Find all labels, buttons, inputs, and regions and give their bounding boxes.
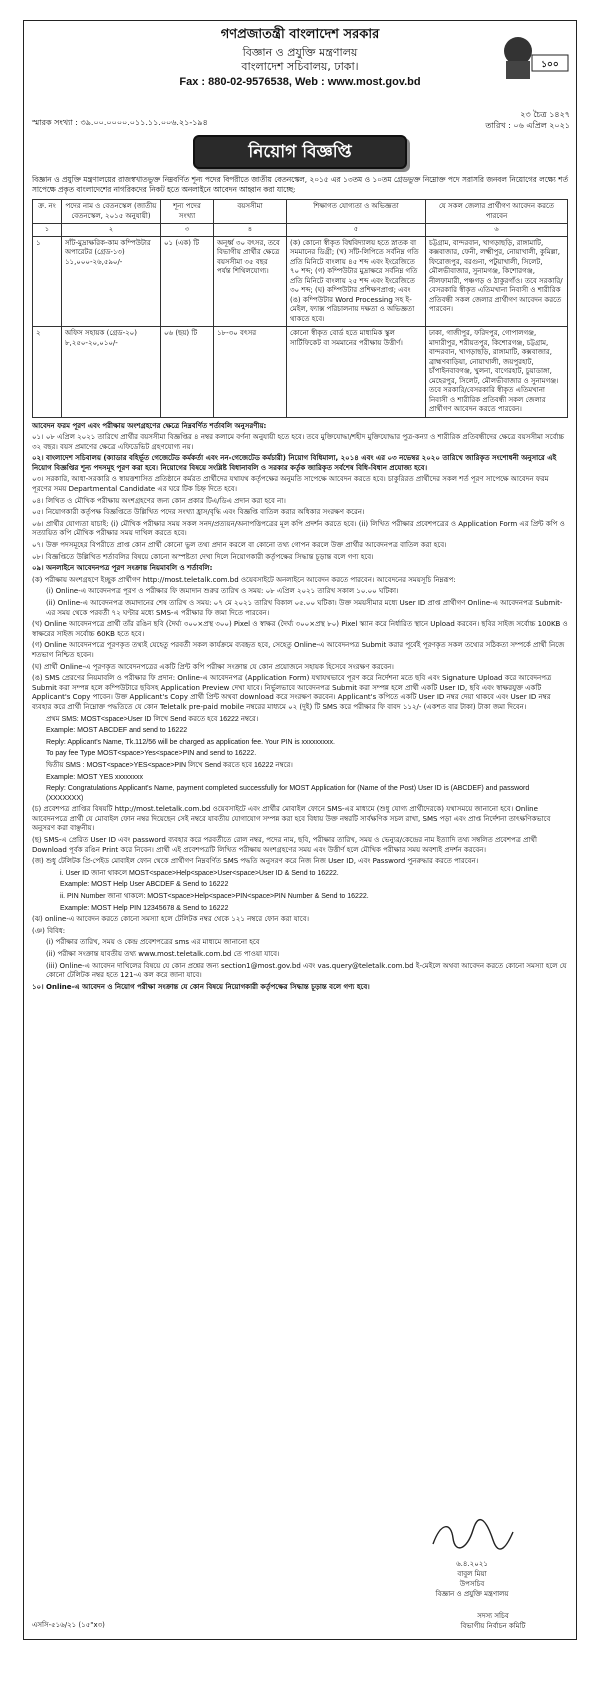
index-cell: ৩ bbox=[161, 224, 214, 237]
final-clause: ১০। Online-এ আবেদন ও নিয়োগ পরীক্ষা সংক্রান্ত যে কোন বিষয়ে নিয়োগকারী কর্তৃপক্ষের সিদ্ধান্ত চূড়ান্ত বলে গণ্য হবে। bbox=[32, 982, 370, 991]
online-item: (i) Online-এ আবেদনপত্র পূরণ ও পরীক্ষার ফি জমাদান শুরুর তারিখ ও সময়: ০৮ এপ্রিল ২০২১ তারিখ সকাল ১০.০০ ঘটিকা। bbox=[46, 587, 399, 596]
row-post: অফিস সহায়ক (গ্রেড-২০) ৮,২৫০-২০,০১০/- bbox=[62, 327, 161, 418]
table-index-row bbox=[33, 224, 568, 237]
committee-stamp bbox=[418, 1611, 568, 1631]
sms-line: Reply: Applicant's Name, Tk.112/56 will be charged as application fee. Your PIN is xxxxxxxxx. bbox=[46, 738, 335, 746]
table-row bbox=[33, 327, 568, 418]
signatory-title: উপসচিব bbox=[459, 1580, 485, 1588]
recovery-line: ii. PIN Number জানা থাকলে: MOST<space>Help<space>PIN<space>PIN Number & Send to 16222. bbox=[60, 893, 369, 901]
signature-date: ৬.৪.২০২১ bbox=[456, 1560, 488, 1568]
contact-line: Fax : 880-02-9576538, Web : www.most.gov.bd bbox=[179, 76, 421, 88]
online-item: (ক) পরীক্ষায় অংশগ্রহণে ইচ্ছুক প্রার্থীগণ http://most.teletalk.com.bd ওয়েবসাইটে অনলাইনে আবেদন করতে পারবেন। আবেদনের সময়সূচি নিম্নরূপ: bbox=[32, 575, 456, 584]
office-address: বাংলাদেশ সচিবালয়, ঢাকা। bbox=[241, 60, 359, 73]
online-title: ০৯। অনলাইনে আবেদনপত্র পূরণ সংক্রান্ত নিয়মাবলি ও শর্তাবলি: bbox=[32, 564, 213, 573]
letterhead bbox=[24, 21, 576, 109]
table-header-row bbox=[33, 200, 568, 224]
signature-scrawl bbox=[427, 1516, 517, 1556]
online-item: (খ) Online আবেদনপত্রে প্রার্থী তাঁর রঙিন ছবি (দৈর্ঘ্য ৩০০×প্রস্থ ৩০০) Pixel ও স্বাক্ষর (দৈর্ঘ্য ৩০০×প্রস্থ ৮০) Pixel স্ক্যান করে নির্ধারিত স্থানে Upload করবেন। ছবির সাইজ সর্বোচ্চ 100KB ও স্বাক্ষরের সাইজ সর্বোচ্চ 60KB হতে হবে। bbox=[32, 620, 568, 638]
online-item: (ঝ) online-এ আবেদন করতে কোনো সমস্যা হলে টেলিটক নম্বর থেকে ১২১ নম্বরে ফোন করা যাবে। bbox=[32, 915, 309, 924]
signature-block bbox=[392, 1516, 552, 1599]
sms-line: Example: MOST ABCDEF and send to 16222 bbox=[46, 727, 188, 735]
condition-item: ০২। বাংলাদেশ সচিবালয় (ক্যাডার বহির্ভূত গেজেটেড কর্মকর্তা এবং নন-গেজেটেড কর্মচারী) নিয়োগ বিধিমালা, ২০১৪ এবং এর ০৩ নভেম্বর ২০২০ তারিখে জারিকৃত সংশোধনী অনুসারে এই নিয়োগ বিজ্ঞপ্তির শূন্য পদসমূহ পূরণ করা হবে। নিয়োগের বিষয়ে সংশ্লিষ্ট বিধানাবলি ও সরকার কর্তৃক জারিকৃত সর্বশেষ বিধি-বিধান প্রযোজ্য হবে। bbox=[32, 454, 557, 472]
row-serial: ১ bbox=[33, 236, 62, 327]
row-districts: চট্টগ্রাম, বান্দরবান, খাগড়াছড়ি, রাঙ্গামাটি, কক্সবাজার, ফেনী, লক্ষ্মীপুর, নোয়াখালী, কুমিল্লা, ফিরোজপুর, বরগুনা, পটুয়াখালী, সিলেট, মৌলভীবাজার, সুনামগঞ্জ, কিশোরগঞ্জ, নীলফামারী, পঞ্চগড় ও ঠাকুরগাঁও। তবে সরকারি/বেসরকারি স্বীকৃত এতিমখানা নিবাসী ও শারীরিক প্রতিবন্ধী সকল জেলার প্রার্থীগণ আবেদন করতে পারবেন। bbox=[426, 236, 568, 327]
date-bangla: ২৩ চৈত্র ১৪২৭ bbox=[520, 110, 570, 119]
condition-item: ০৫। নিয়োগকারী কর্তৃপক্ষ বিজ্ঞপ্তিতে উল্লিখিত পদের সংখ্যা হ্রাস/বৃদ্ধি এবং বিজ্ঞপ্তি বাতিল করার অধিকার সংরক্ষণ করেন। bbox=[32, 508, 365, 517]
row-count: ০৬ (ছয়) টি bbox=[161, 327, 214, 418]
notice-title: নিয়োগ বিজ্ঞপ্তি bbox=[193, 135, 407, 169]
index-cell: ৬ bbox=[426, 224, 568, 237]
stamp-line-1: সদস্য সচিব bbox=[477, 1612, 509, 1620]
misc-line: (i) পরীক্ষার তারিখ, সময় ও কেন্দ্র প্রবেশপত্রের sms এর মাধ্যমে জানানো হবে bbox=[46, 938, 260, 947]
col-age: বয়সসীমা bbox=[214, 200, 287, 224]
online-item: (জ) শুধু টেলিটক প্রি-পেইড মোবাইল ফোন থেকে প্রার্থীগণ নিম্নবর্ণিত SMS পদ্ধতি অনুসরণ করে নিজ নিজ User ID, এবং Password পুনরুদ্ধার করতে পারবেন। bbox=[32, 857, 479, 866]
col-serial: ক্র. নং bbox=[33, 200, 62, 224]
row-qualification: (ক) কোনো স্বীকৃত বিশ্ববিদ্যালয় হতে স্নাতক বা সমমানের ডিগ্রী; (খ) সাঁট-লিপিতে সর্বনিম্ন গতি প্রতি মিনিটে বাংলায় ৪৫ শব্দ এবং ইংরেজিতে ৭০ শব্দ; (গ) কম্পিউটার মুদ্রাক্ষরে সর্বনিম্ন গতি প্রতি মিনিটে বাংলায় ২৫ শব্দ এবং ইংরেজিতে ৩০ শব্দ; (ঘ) কম্পিউটার প্রশিক্ষণপ্রাপ্ত; এবং (ঙ) কম্পিউটার Word Processing সহ ই-মেইল, ফ্যাক্স পরিচালনায় দক্ষতা ও অভিজ্ঞতা থাকতে হবে। bbox=[287, 236, 426, 327]
condition-item: ০৬। প্রার্থীর যোগ্যতা যাচাই: (i) মৌখিক পরীক্ষার সময় সকল সনদ/প্রত্যয়ন/অনাপত্তিপত্রের মূল কপি প্রদর্শন করতে হবে। (ii) লিখিত পরীক্ষার প্রবেশপত্রের ও Application Form এর প্রিন্ট কপি ও সত্যায়িত কপি মৌখিক পরীক্ষার সময় দাখিল করতে হবে। bbox=[32, 519, 565, 538]
condition-item: ০১। ০৮ এপ্রিল ২০২১ তারিখে প্রার্থীর বয়সসীমা বিজ্ঞপ্তির ৪ নম্বর কলামে বর্ণনা অনুযায়ী হতে হবে। তবে মুক্তিযোদ্ধা/শহীদ মুক্তিযোদ্ধার পুত্র-কন্যা ও শারীরিক প্রতিবন্ধীদের ক্ষেত্রে বয়সসীমা সর্বোচ্চ ৩২ বছর। বয়স প্রমাণের ক্ষেত্রে এফিডেভিট গ্রহণযোগ্য নয়। bbox=[32, 433, 565, 451]
online-item: (ঘ) প্রার্থী Online-এ পূরণকৃত আবেদনপত্রের একটি প্রিন্ট কপি পরীক্ষা সংক্রান্ত যে কোন প্রয়োজনে সহায়ক হিসেবে সংরক্ষণ করবেন। bbox=[32, 662, 394, 671]
table-row bbox=[33, 236, 568, 327]
row-age: অনূর্ধ্ব ৩০ বৎসর, তবে বিভাগীয় প্রার্থীর ক্ষেত্রে বয়সসীমা ৩৫ বছর পর্যন্ত শিথিলযোগ্য। bbox=[214, 236, 287, 327]
sms-line: To pay fee Type MOST<space>Yes<space>PIN and send to 16222. bbox=[46, 750, 257, 758]
row-post: সাঁট-মুদ্রাক্ষরিক-কাম কম্পিউটার অপারেটর (গ্রেড-১৩) ১১,০০০-২৬,৫৯০/- bbox=[62, 236, 161, 327]
memo-number bbox=[32, 117, 208, 130]
col-post: পদের নাম ও বেতনস্কেল (জাতীয় বেতনস্কেল, ২০১৫ অনুযায়ী) bbox=[62, 200, 161, 224]
memo-date bbox=[485, 109, 570, 131]
condition-item: ০৭। উক্ত পদসমূহের বিপরীতে প্রাপ্ত কোন প্রার্থী কোনো ভুল তথ্য প্রদান করলে বা কোনো তথ্য গোপন করলে উক্ত প্রার্থীর আবেদনপত্র বাতিল করা হবে। bbox=[32, 541, 447, 550]
row-qualification: কোনো স্বীকৃত বোর্ড হতে মাধ্যমিক স্কুল সার্টিফিকেট বা সমমানের পরীক্ষায় উত্তীর্ণ। bbox=[287, 327, 426, 418]
col-districts: যে সকল জেলার প্রার্থীগণ আবেদন করতে পারবেন bbox=[426, 200, 568, 224]
date-label: তারিখ : bbox=[485, 121, 511, 130]
misc-line: (ii) পরীক্ষা সংক্রান্ত যাবতীয় তথ্য www.most.teletalk.com.bd তে পাওয়া যাবে। bbox=[46, 950, 280, 958]
date-english: ০৬ এপ্রিল ২০২১ bbox=[513, 121, 570, 130]
signatory-office: বিজ্ঞান ও প্রযুক্তি মন্ত্রণালয় bbox=[435, 1590, 509, 1598]
condition-item: ০৩। সরকারি, আধা-সরকারি ও স্বায়ত্তশাসিত প্রতিষ্ঠানে কর্মরত প্রার্থীদের যথাযথ কর্তৃপক্ষের অনুমতি সাপেক্ষে আবেদন করতে হবে। চাকুরিরত প্রার্থীদের সকল শর্ত পূরণ সাপেক্ষে আবেদন ফরম পূরণের সময় Departmental Candidate এর ঘরে টিক চিহ্ন দিতে হবে। bbox=[32, 475, 549, 494]
recovery-line: Example: MOST Help User ABCDEF & Send to 16222 bbox=[60, 881, 229, 889]
ministry-name: বিজ্ঞান ও প্রযুক্তি মন্ত্রণালয় bbox=[242, 46, 358, 59]
row-age: ১৮-৩০ বৎসর bbox=[214, 327, 287, 418]
col-qualification: শিক্ষাগত যোগ্যতা ও অভিজ্ঞতা bbox=[287, 200, 426, 224]
memo-label: স্মারক সংখ্যা : bbox=[32, 118, 78, 127]
online-item: (ঞ) বিবিধ: bbox=[32, 926, 66, 935]
condition-item: ০৪। লিখিত ও মৌখিক পরীক্ষায় অংশগ্রহণের জন্য কোন প্রকার টিএ/ডিএ প্রদান করা হবে না। bbox=[32, 496, 286, 505]
online-item: (ii) Online-এ আবেদনপত্র জমাদানের শেষ তারিখ ও সময়: ০৭ মে ২০২১ তারিখ বিকাল ০৫.০০ ঘটিকা। উক্ত সময়সীমার মধ্যে User ID প্রাপ্ত প্রার্থীগণ Online-এ আবেদনপত্র Submit-এর সময় থেকে পরবর্তী ৭২ ঘণ্টার মধ্যে SMS-এ পরীক্ষার ফি জমা দিতে পারবেন। bbox=[46, 599, 563, 617]
recovery-line: Example: MOST Help PIN 12345678 & Send to 16222 bbox=[60, 904, 229, 912]
online-item: (গ) Online আবেদনপত্রে পূরণকৃত তথ্যই যেহেতু পরবর্তী সকল কার্যক্রমে ব্যবহৃত হবে, সেহেতু Online-এ আবেদনপত্র Submit করার পূর্বেই পূরণকৃত সকল তথ্যের সঠিকতা সম্পর্কে প্রার্থী নিজে শতভাগ নিশ্চিত হবেন। bbox=[32, 641, 565, 659]
sms-line: প্রথম SMS: MOST<space>User ID লিখে Send করতে হবে 16222 নম্বরে। bbox=[46, 715, 259, 723]
svg-text:১০০: ১০০ bbox=[541, 60, 559, 70]
stamp-line-2: বিভাগীয় নির্বাচন কমিটি bbox=[460, 1622, 526, 1630]
col-count: শূন্য পদের সংখ্যা bbox=[161, 200, 214, 224]
memo-row bbox=[24, 109, 576, 131]
recovery-line: i. User ID জানা থাকলে MOST<space>Help<space>User<space>User ID & Send to 16222. bbox=[60, 869, 339, 877]
online-item: (ছ) SMS-এ প্রেরিত User ID এবং password ব্যবহার করে পরবর্তীতে রোল নম্বর, পদের নাম, ছবি, পরীক্ষার তারিখ, সময় ও ভেন্যুর/কেন্দ্রের নাম ইত্যাদি তথ্য সম্বলিত প্রবেশপত্র প্রার্থী Download পূর্বক রঙিন Print করে নিবেন। প্রার্থী এই প্রবেশপত্রটি লিখিত পরীক্ষায় অংশগ্রহণের সময় এবং উত্তীর্ণ হলে মৌখিক পরীক্ষার সময় অবশ্যই প্রদর্শন করবেন। bbox=[32, 836, 537, 854]
index-cell: ১ bbox=[33, 224, 62, 237]
signatory-name: বাবুল মিয়া bbox=[457, 1570, 487, 1578]
sms-line: দ্বিতীয় SMS : MOST<space>YES<space>PIN লিখে Send করতে হবে 16222 নম্বরে। bbox=[46, 761, 293, 769]
sms-line: Example: MOST YES xxxxxxxx bbox=[46, 773, 143, 781]
online-item: (ঙ) SMS প্রেরণের নিয়মাবলি ও পরীক্ষার ফি প্রদান: Online-এ আবেদনপত্র (Application Form) যথাযথভাবে পূরণ করে নির্দেশনা মতে ছবি এবং Signature Upload করে আবেদনপত্র Submit করা সম্পন্ন হলে কম্পিউটারে ছবিসহ Application Preview দেখা যাবে। নির্ভুলভাবে আবেদনপত্র Submit করা সম্পন্ন হলে প্রার্থী একটি User ID, ছবি এবং স্বাক্ষরযুক্ত একটি Applicant's Copy পাবেন। উক্ত Applicant's Copy প্রার্থী প্রিন্ট অথবা download করে সংরক্ষণ করবেন। Applicant's কপিতে একটি User ID নম্বর দেয়া থাকবে এবং User ID নম্বর ব্যবহার করে প্রার্থী নিম্নোক্ত পদ্ধতিতে যে কোন Teletalk pre-paid mobile নম্বরের মাধ্যমে ০২ (দুই) টি SMS করে পরীক্ষার ফি বাবদ ১১২/- (একশত বার টাকা) টাকা জমা দিবেন। bbox=[32, 674, 552, 711]
memo-value: ৩৯.০০.০০০০.০১১.১১.০০৬.২১-১৯৪ bbox=[80, 118, 208, 127]
intro-paragraph: বিজ্ঞান ও প্রযুক্তি মন্ত্রণালয়ের রাজস্বখাতভুক্ত নিম্নবর্ণিত শূন্য পদের বিপরীতে জাতীয় বেতনস্কেল, ২০১৫ এর ১৩তম ও ১০তম গ্রেডভুক্ত নিম্নোক্ত পদে সরাসরি জনবল নিয়োগের লক্ষ্যে শর্ত সাপেক্ষে প্রকৃত বাংলাদেশের নাগরিকদের নিকট হতে অনলাইনে আবেদন আহ্বান করা যাচ্ছে: bbox=[32, 175, 568, 194]
government-title: গণপ্রজাতন্ত্রী বাংলাদেশ সরকার bbox=[220, 27, 380, 42]
conditions-section bbox=[24, 418, 576, 993]
mujib-centenary-logo bbox=[498, 27, 570, 85]
online-item: (চ) প্রবেশপত্র প্রাপ্তির বিষয়টি http://most.teletalk.com.bd ওয়েবসাইটে এবং প্রার্থীর মোবাইল ফোনে SMS-এর মাধ্যমে (শুধু যোগ্য প্রার্থীদেরকে) যথাসময়ে জানানো হবে। Online আবেদনপত্রে প্রার্থী যে মোবাইল ফোন নম্বর দিয়েছেন সেই নম্বরে যাবতীয় যোগাযোগ সম্পন্ন করা হবে বিধায় উক্ত নম্বরটি সার্বক্ষণিক সচল রাখা, SMS পড়া এবং প্রাপ্ত নির্দেশনা তাৎক্ষণিকভাবে অনুসরণ করা বাঞ্ছনীয়। bbox=[32, 805, 551, 833]
misc-line: (iii) Online-এ আবেদন দাখিলের বিষয়ে যে কোন প্রশ্নের জন্য section1@most.gov.bd এবং vas.query@teletalk.com.bd ই-মেইলে অথবা আবেদন করতে কোনো সমস্যা হলে যে কোনো টেলিটক নম্বর হতে 121-এ কল করে জানা যাবে। bbox=[46, 961, 567, 980]
row-serial: ২ bbox=[33, 327, 62, 418]
vacancy-table bbox=[32, 199, 568, 418]
sms-line: Reply: Congratulations Applicant's Name, payment completed successfully for MOST Application for (Name of the Post) User ID is (ABCDEF) and password (XXXXXXX) bbox=[46, 785, 530, 802]
row-count: ০১ (এক) টি bbox=[161, 236, 214, 327]
print-code: এসসি-৫১৬/২১ (১৫"x৩) bbox=[32, 1621, 105, 1629]
condition-item: ০৮। বিজ্ঞপ্তিতে উল্লিখিত শর্তাবলির বিষয়ে কোনো অস্পষ্টতা দেখা দিলে নিয়োগকারী কর্তৃপক্ষের সিদ্ধান্ত চূড়ান্ত বলে গণ্য হবে। bbox=[32, 552, 374, 561]
conditions-title: আবেদন ফরম পূরণ এবং পরীক্ষায় অংশগ্রহণের ক্ষেত্রে নিম্নবর্ণিত শর্তাবলি অনুসরণীয়: bbox=[32, 421, 267, 430]
index-cell: ৫ bbox=[287, 224, 426, 237]
index-cell: ২ bbox=[62, 224, 161, 237]
index-cell: ৪ bbox=[214, 224, 287, 237]
row-districts: ঢাকা, গাজীপুর, ফরিদপুর, গোপালগঞ্জ, মাদারীপুর, শরীয়তপুর, কিশোরগঞ্জ, চট্টগ্রাম, বান্দরবান, খাগড়াছড়ি, রাঙ্গামাটি, কক্সবাজার, ব্রাহ্মণবাড়িয়া, নোয়াখালী, জয়পুরহাট, চাঁপাইনবাবগঞ্জ, খুলনা, বাগেরহাট, চুয়াডাঙ্গা, মেহেরপুর, সিলেট, মৌলভীবাজার ও সুনামগঞ্জ। তবে সরকারি/বেসরকারি স্বীকৃত এতিমখানা নিবাসী ও শারীরিক প্রতিবন্ধী সকল জেলার প্রার্থীগণ আবেদন করতে পারবেন। bbox=[426, 327, 568, 418]
notice-page bbox=[23, 20, 577, 1640]
